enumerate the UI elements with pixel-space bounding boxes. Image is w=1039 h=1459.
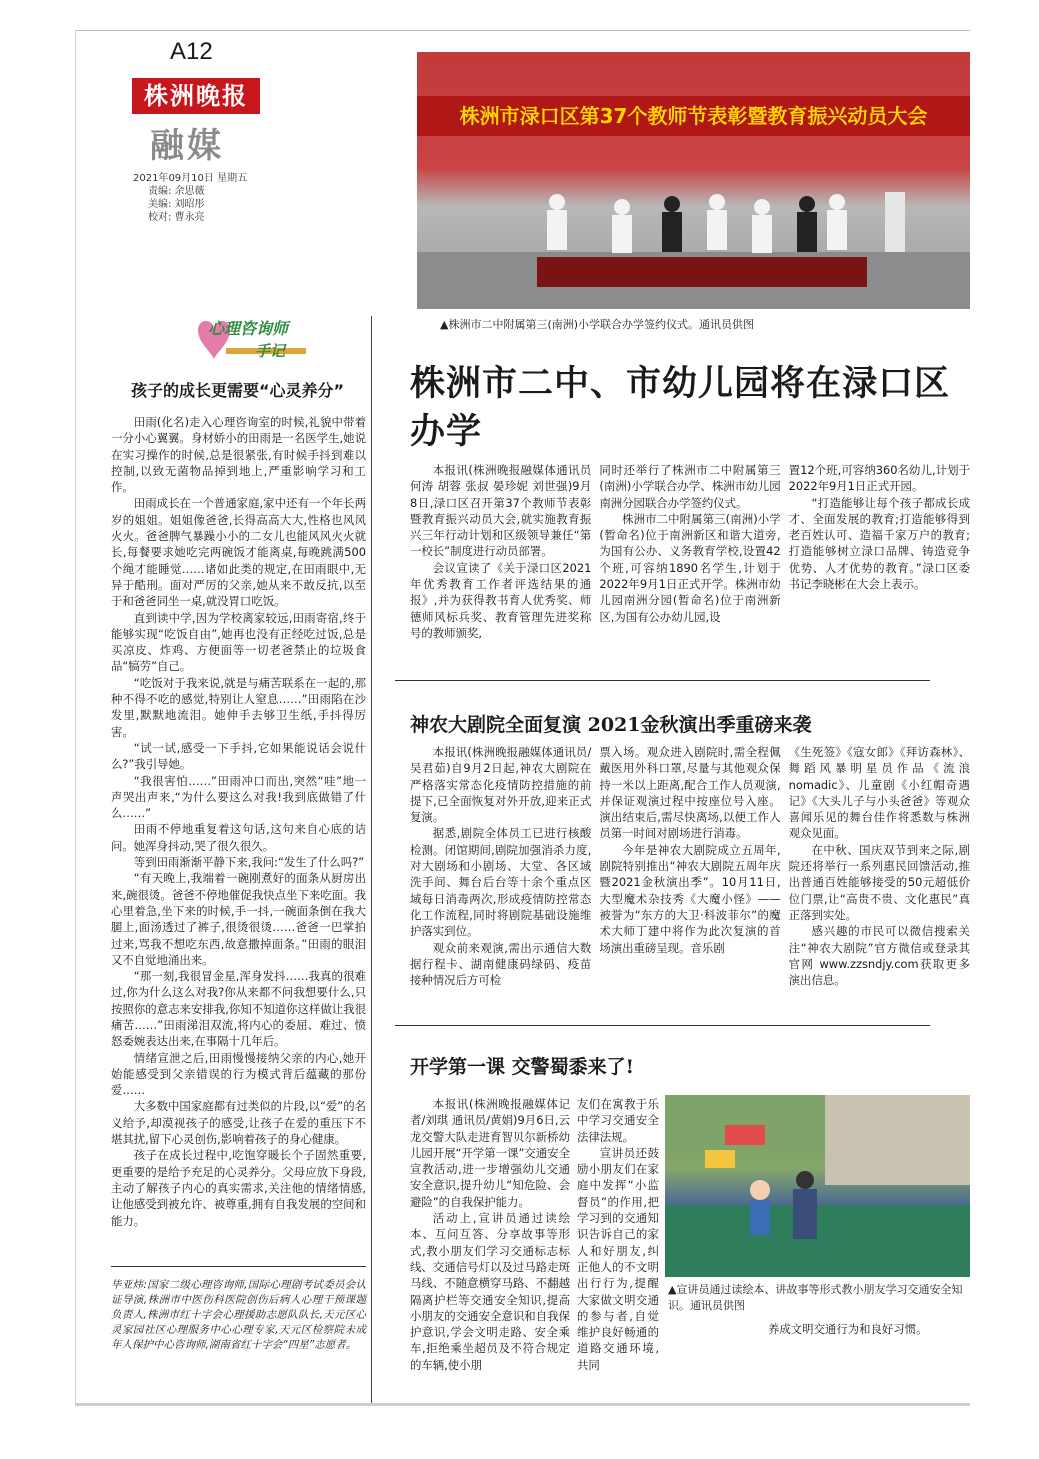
author-bio: 毕亚炜:国家二级心理咨询师,国际心理剧考试委员会认证导演,株洲市中医伤科医院创伤后病人心理干预课题负责人,株洲市红十字会心理援助志愿队队长,天元区心灵家园社区心理服务中心心理专家,天元区检察院未成年人保护中心咨询师,湖南省红十字会“四星”志愿者。 [111,1279,366,1351]
article2-body [410,744,970,988]
article2-paragraph: 今年是神农大剧院成立五周年,剧院特别推出“神农大剧院五周年庆暨2021金秋演出季”。10月11日,大型魔术杂技秀《大魔小怪》——被誉为“东方的大卫·科波菲尔”的魔术大师丁建中将作为此次复演的首场演出重磅呈现。音乐剧 [599,842,781,955]
column-paragraph: “试一试,感受一下手抖,它如果能说话会说什么?”我引导她。 [111,740,366,772]
column-divider [371,316,372,1404]
headline-main: 株洲市二中、市幼儿园将在渌口区办学 [410,363,951,452]
article1-body [410,462,970,641]
article1-paragraph: 株洲市二中附属第三(南洲)小学(暂命名)位于南洲新区和谐大道旁,为国有公办、义务教育学校,设置42个班,可容纳1890名学生,计划于2022年9月1日正式开学。株洲市幼儿园南洲分园(暂命名)位于南洲新区,为国有公办幼儿园,设 [599,511,781,624]
page-number: A12 [170,38,213,65]
section-title: 融媒 [150,126,224,166]
article1-paragraph: “打造能够让每个孩子都成长成才、全面发展的教育;打造能够得到老百姓认可、造福千家万户的教育;打造能够树立渌口品牌、铸造竞争优势、人才优势的教育。”渌口区委书记李晓彬在大会上表示。 [788,495,970,592]
column-paragraph: 田雨成长在一个普通家庭,家中还有一个年长两岁的姐姐。姐姐像爸爸,长得高高大大,性格也风风火火。爸爸脾气暴躁小小的二女儿也能风风火火就长,每餐要求她吃完两碗饭才能离桌,每晚跳满500个绳才能睡觉……诸如此类的规定,在田雨眼中,无异于酷刑。面对严厉的父亲,她从来不敢反抗,以至于和爸爸同坐一桌,就没胃口吃饭。 [111,496,366,609]
headline-traffic: 开学第一课 交警蜀黍来了! [410,1056,634,1078]
badge-title: 心理咨询师 [208,319,289,338]
editor-credit: 责编: 余思薇 [148,186,205,197]
left-margin-rule [75,30,76,1404]
photo-banner: 株洲市渌口区第37个教师节表彰暨教育振兴动员大会 [417,96,970,136]
article2-paragraph: 观众前来观演,需出示通信大数据行程卡、湖南健康码绿码、疫苗接种情况后方可检 [410,940,592,988]
article2-col2 [599,744,780,988]
article1-paragraph: 会议宣读了《关于渌口区2021年优秀教育工作者评选结果的通报》,并为获得教书育人优秀奖、师德师风标兵奖、教育管理先进奖称号的教师颁奖, [410,560,592,640]
column-title: 孩子的成长更需要“心灵养分” [130,381,345,400]
article1-col2 [599,462,780,641]
article2-col1 [410,744,591,988]
article2-paragraph: 本报讯(株洲晚报融媒体通讯员/吴君茹)自9月2日起,神农大剧院在严格落实常态化疫情防控措施的前提下,已全面恢复对外开放,迎来正式复演。 [410,745,592,825]
article1-col1 [410,462,591,641]
column-body [111,414,366,1229]
masthead-logo: 株洲晚报 [132,78,260,114]
column-paragraph: 孩子在成长过程中,吃饱穿暖长个子固然重要,更重要的是给予充足的心灵养分。父母应放下身段,主动了解孩子内心的真实需求,关注他的情绪情感,让他感受到被允许、被尊重,拥有自我发展的空间和能力。 [111,1148,366,1228]
article3-paragraph: 宣讲员还鼓励小朋友们在家庭中发挥“小监督员”的作用,把学习到的交通知识告诉自己的家人和好朋友,纠正他人的不文明出行行为,提醒大家做文明交通的参与者,自觉维护良好畅通的道路交通环境,共同 [577,1145,659,1372]
article2-paragraph: 据悉,剧院全体员工已进行核酸检测。闭馆期间,剧院加强消杀力度,对大剧场和小剧场、大堂、各区域洗手间、舞台后台等十余个重点区域每日消毒两次,形成疫情防控常态化工作流程,同时将剧院基础设施维护落实到位。 [410,826,592,939]
photo2-caption: ▲宣讲员通过读绘本、讲故事等形式教小朋友学习交通安全知识。通讯员供图 [668,1283,963,1312]
badge-subtitle: 手记 [255,342,286,360]
article2-col3 [789,744,970,988]
article2-paragraph: 感兴趣的市民可以微信搜索关注“神农大剧院”官方微信或登录其官网 www.zzsndjy.com获取更多演出信息。 [788,924,970,988]
column-paragraph: 田雨不停地重复着这句话,这句来自心底的诘问。她浑身抖动,哭了很久很久。 [111,822,366,853]
article1-paragraph: 置12个班,可容纳360名幼儿,计划于2022年9月1日正式开园。 [788,463,970,494]
column-paragraph: 大多数中国家庭都有过类似的片段,以“爱”的名义给予,却漠视孩子的感受,让孩子在爱的重压下不堪其扰,留下心灵创伤,影响着孩子的身心健康。 [111,1099,366,1147]
article-divider [395,680,930,681]
traffic-lesson-photo [665,1095,970,1277]
photo-caption: ▲株洲市二中附属第三(南洲)小学联合办学签约仪式。通讯员供图 [440,318,755,331]
photo-children-illustration [665,1095,970,1277]
article1-paragraph: 本报讯(株洲晚报融媒体通讯员何涛 胡蓉 张叔 晏珍妮 刘世强)9月8日,渌口区召开第37个教师节表彰暨教育振兴动员大会,就实施教育振兴三年行动计划和区级领导兼任“第一校长”制度进行动员部署。 [410,463,592,559]
article-divider [395,1025,930,1026]
column-paragraph: 情绪宣泄之后,田雨慢慢接纳父亲的内心,她开始能感受到父亲错误的行为模式背后蕴藏的那份爱…… [111,1050,366,1098]
article3-paragraph: 本报讯(株洲晚报融媒体记者/刘琪 通讯员/黄娟)9月6日,云龙交警大队走进育智贝尔新桥幼儿园开展“开学第一课”交通安全宣教活动,进一步增强幼儿交通安全意识,提升幼儿“知危险、会避险”的自我保护能力。 [410,1097,570,1209]
article3-col1 [410,1096,570,1373]
photo-people-illustration [417,52,970,309]
article2-paragraph: 票入场。观众进入剧院时,需全程佩戴医用外科口罩,尽量与其他观众保持一米以上距离,配合工作人员观演,并保证观演过程中按座位号入座。演出结束后,需尽快离场,以便工作人员第一时间对剧场进行消毒。 [599,745,781,841]
article1-paragraph: 同时还举行了株洲市二中附属第三(南洲)小学联合办学、株洲市幼儿园南洲分园联合办学签约仪式。 [599,463,781,510]
column-paragraph: “吃饭对于我来说,就是与痛苦联系在一起的,那种不得不吃的感觉,特别让人窒息……”田雨陷在沙发里,默默地流泪。她伸手去够卫生纸,手抖得厉害。 [111,675,366,739]
art-credit: 美编: 刘昭彤 [148,199,205,210]
headline-theater: 神农大剧院全面复演 2021金秋演出季重磅来袭 [410,714,812,736]
column-paragraph: “那一刻,我很冒金星,浑身发抖……我真的很难过,你为什么这么对我?你从来都不问我想要什么,只按照你的意志来安排我,你知不知道你这样做让我很痛苦……”田雨涕泪双流,将内心的委屈、难过、愤怒委婉表达出来,在事隔十几年后。 [111,969,366,1049]
bottom-rule [75,1403,970,1406]
article3-col2-top [577,1096,659,1373]
issue-meta [133,172,247,224]
column-paragraph: “有天晚上,我端着一碗刚煮好的面条从厨房出来,碗很烫。爸爸不停地催促我快点坐下来吃面。我心里着急,坐下来的时候,手一抖,一碗面条倒在我大腿上,面汤透过了裤子,很烫很烫……爸爸一巴掌拍过来,骂我不想吃东西,故意撒掉面条。”田雨的眼泪又不自觉地涌出来。 [111,871,366,967]
article2-paragraph: 在中秋、国庆双节到来之际,剧院还将举行一系列惠民回馈活动,推出普通百姓能够接受的50元超低价位门票,让“高贵不贵、文化惠民”真正落到实处。 [788,842,970,922]
column-paragraph: 田雨(化名)走入心理咨询室的时候,礼貌中带着一分小心翼翼。身材娇小的田雨是一名医学生,她说在实习操作的时候,总是很紧张,有时候手抖到难以控制,以致无菌物品掉到地上,严重影响学习和工作。 [111,415,366,495]
column-paragraph: 等到田雨渐渐平静下来,我问:“发生了什么吗?” [133,855,365,870]
article1-col3 [789,462,970,641]
column-paragraph: “我很害怕……”田雨冲口而出,突然“哇”地一声哭出声来,“为什么要这么对我!我到底做错了什么……” [111,773,366,821]
article3-paragraph: 活动上,宣讲员通过读绘本、互问互答、分享故事等形式,教小朋友们学习交通标志标线、交通信号灯以及过马路走斑马线、不随意横穿马路、不翻越隔离护栏等交通安全知识,提高小朋友的交通安全意识和自我保护意识,学会文明走路、安全乘车,拒绝乘坐超员及不符合规定的车辆,使小朋 [410,1211,570,1372]
top-rule [75,30,970,31]
article2-paragraph: 《生死签》《寇女郎》《拜访森林》、舞蹈风暴明星员作品《流浪nomadic》、儿童剧《小红帽奇遇记》《大头儿子与小头爸爸》等观众喜闻乐见的舞台佳作将悉数与株洲观众见面。 [788,745,970,841]
article3-col3: 养成文明交通行为和良好习惯。 [768,1322,928,1336]
article3-paragraph: 友们在寓教于乐中学习交通安全法律法规。 [577,1097,659,1144]
column-paragraph: 直到读中学,因为学校离家较远,田雨寄宿,终于能够实现“吃饭自由”,她再也没有正经吃过饭,总是买凉皮、炸鸡、方便面等一切老爸禁止的垃圾食品“犒劳”自己。 [111,610,366,674]
issue-date: 2021年09月10日 星期五 [133,173,248,184]
author-divider [111,1266,366,1267]
signing-ceremony-photo [417,52,970,309]
proof-credit: 校对: 曹永亮 [148,212,205,223]
